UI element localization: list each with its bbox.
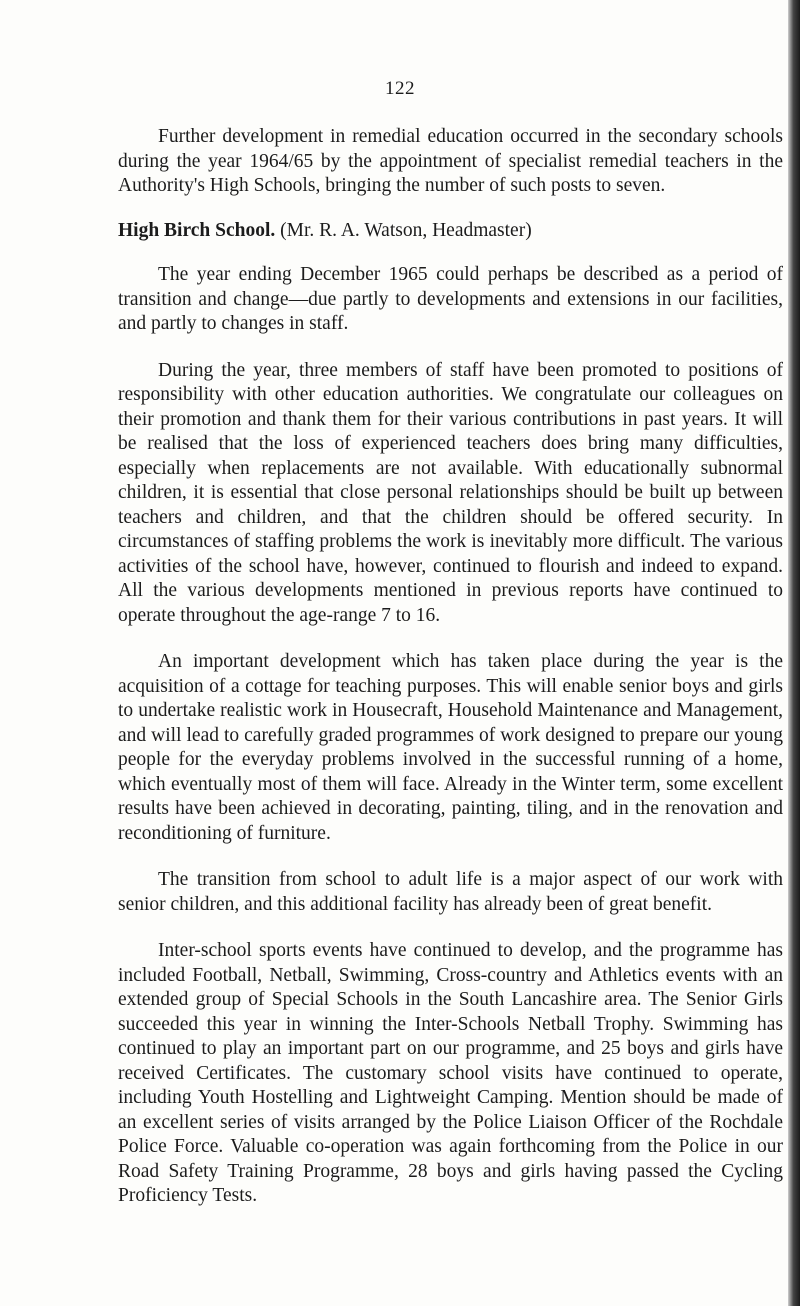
paragraph-adult-life: The transition from school to adult life is a major aspect of our work with senior children, and this additional facility has already been of great benefit. [118, 869, 783, 915]
page-number: 122 [385, 78, 415, 99]
paragraph-sports: Inter-school sports events have continued to develop, and the programme has included Football, Netball, Swimming, Cross-country and Athletics events with an extended group of Special Schools in the South Lancashire area. The Senior Girls succeeded this year in winning the Inter-Schools Netball Trophy. Swimming has continued to play an important part on our programme, and 25 boys and girls have received Certificates. The customary school visits have continued to operate, including Youth Hostelling and Lightweight Camping. Mention should be made of an excellent series of visits arranged by the Police Liaison Officer of the Rochdale Police Force. Valuable co-operation was again forthcoming from the Police in our Road Safety Training Programme, 28 boys and girls having passed the Cycling Proficiency Tests. [118, 940, 783, 1206]
paragraph-transition: The year ending December 1965 could perhaps be described as a period of transition and change—due partly to developments and extensions in our facilities, and partly to changes in staff. [118, 264, 783, 334]
scan-edge-shadow [788, 0, 800, 1306]
paragraph-remedial-education: Further development in remedial education occurred in the secondary schools during the year 1964/65 by the appointment of specialist remedial teachers in the Authority's High Schools, bringing the number of such posts to seven. [118, 126, 783, 196]
page-body [118, 125, 783, 1229]
paragraph-staff: During the year, three members of staff have been promoted to positions of responsibility with other education authorities. We congratulate our colleagues on their promotion and thank them for their various contributions in past years. It will be realised that the loss of experienced teachers does bring many difficulties, especially when replacements are not available. With educationally subnormal children, it is essential that close personal relationships should be built up between teachers and children, and that the children should be offered security. In circumstances of staffing problems the work is inevitably more difficult. The various activities of the school have, however, continued to flourish and indeed to expand. All the various developments mentioned in previous reports have continued to operate throughout the age-range 7 to 16. [118, 359, 783, 626]
section-heading-school: High Birch School. [118, 219, 276, 241]
paragraph-cottage: An important development which has taken place during the year is the acquisition of a cottage for teaching purposes. This will enable senior boys and girls to undertake realistic work in Housecraft, Household Maintenance and Management, and will lead to carefully graded programmes of work designed to prepare our young people for the everyday problems involved in the successful running of a home, which eventually most of them will face. Already in the Winter term, some excellent results have been achieved in decorating, painting, tiling, and in the renovation and reconditioning of furniture. [118, 651, 783, 844]
section-heading [118, 219, 783, 244]
section-heading-detail: (Mr. R. A. Watson, Headmaster) [280, 219, 532, 241]
